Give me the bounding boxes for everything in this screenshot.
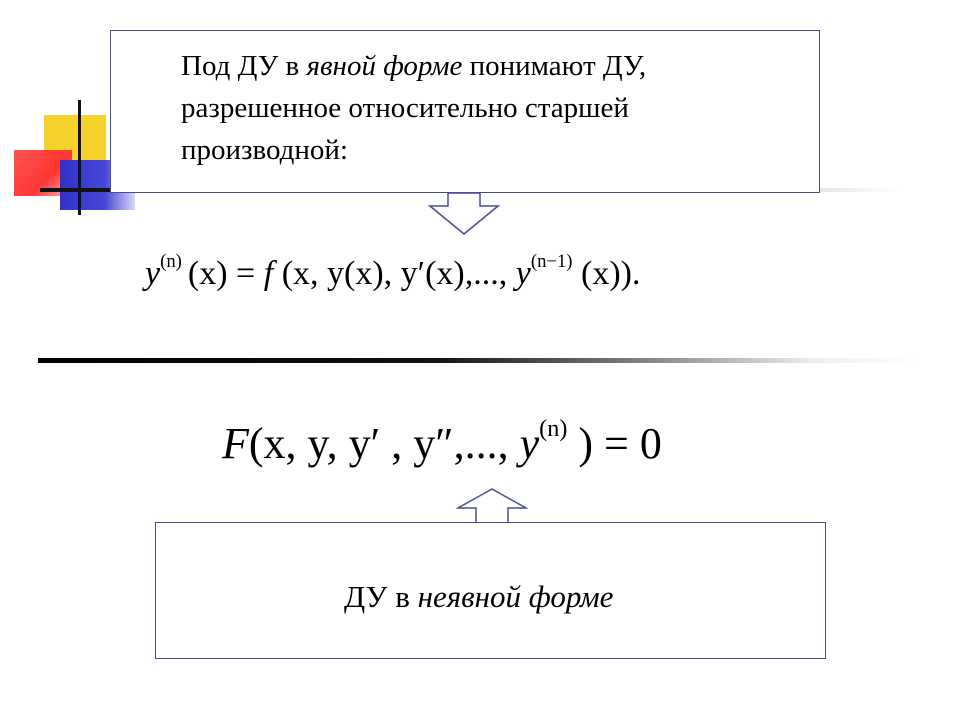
explicit-definition-text: Под ДУ в явной форме понимают ДУ, разрешенное относительно старшей производной: (181, 50, 647, 166)
up-arrow-icon (456, 488, 528, 524)
implicit-definition-text: ДУ в неявной форме (344, 579, 614, 614)
implicit-form-formula: F(x, y, y′ , y″,..., $y^{(n)}$ ) = 0 (222, 415, 662, 468)
implicit-form-term: неявной форме (417, 579, 614, 614)
explicit-form-term: явной форме (306, 50, 463, 82)
down-arrow-icon (428, 192, 500, 236)
explicit-definition-box (110, 30, 820, 193)
implicit-definition-box (155, 522, 826, 659)
decor-vertical-line (78, 100, 81, 215)
section-divider (38, 358, 918, 363)
explicit-form-formula: $y^{(n)}$ (x) = f (x, y(x), y′(x),..., $y^{(n-1)}$ (x)). (145, 251, 641, 292)
